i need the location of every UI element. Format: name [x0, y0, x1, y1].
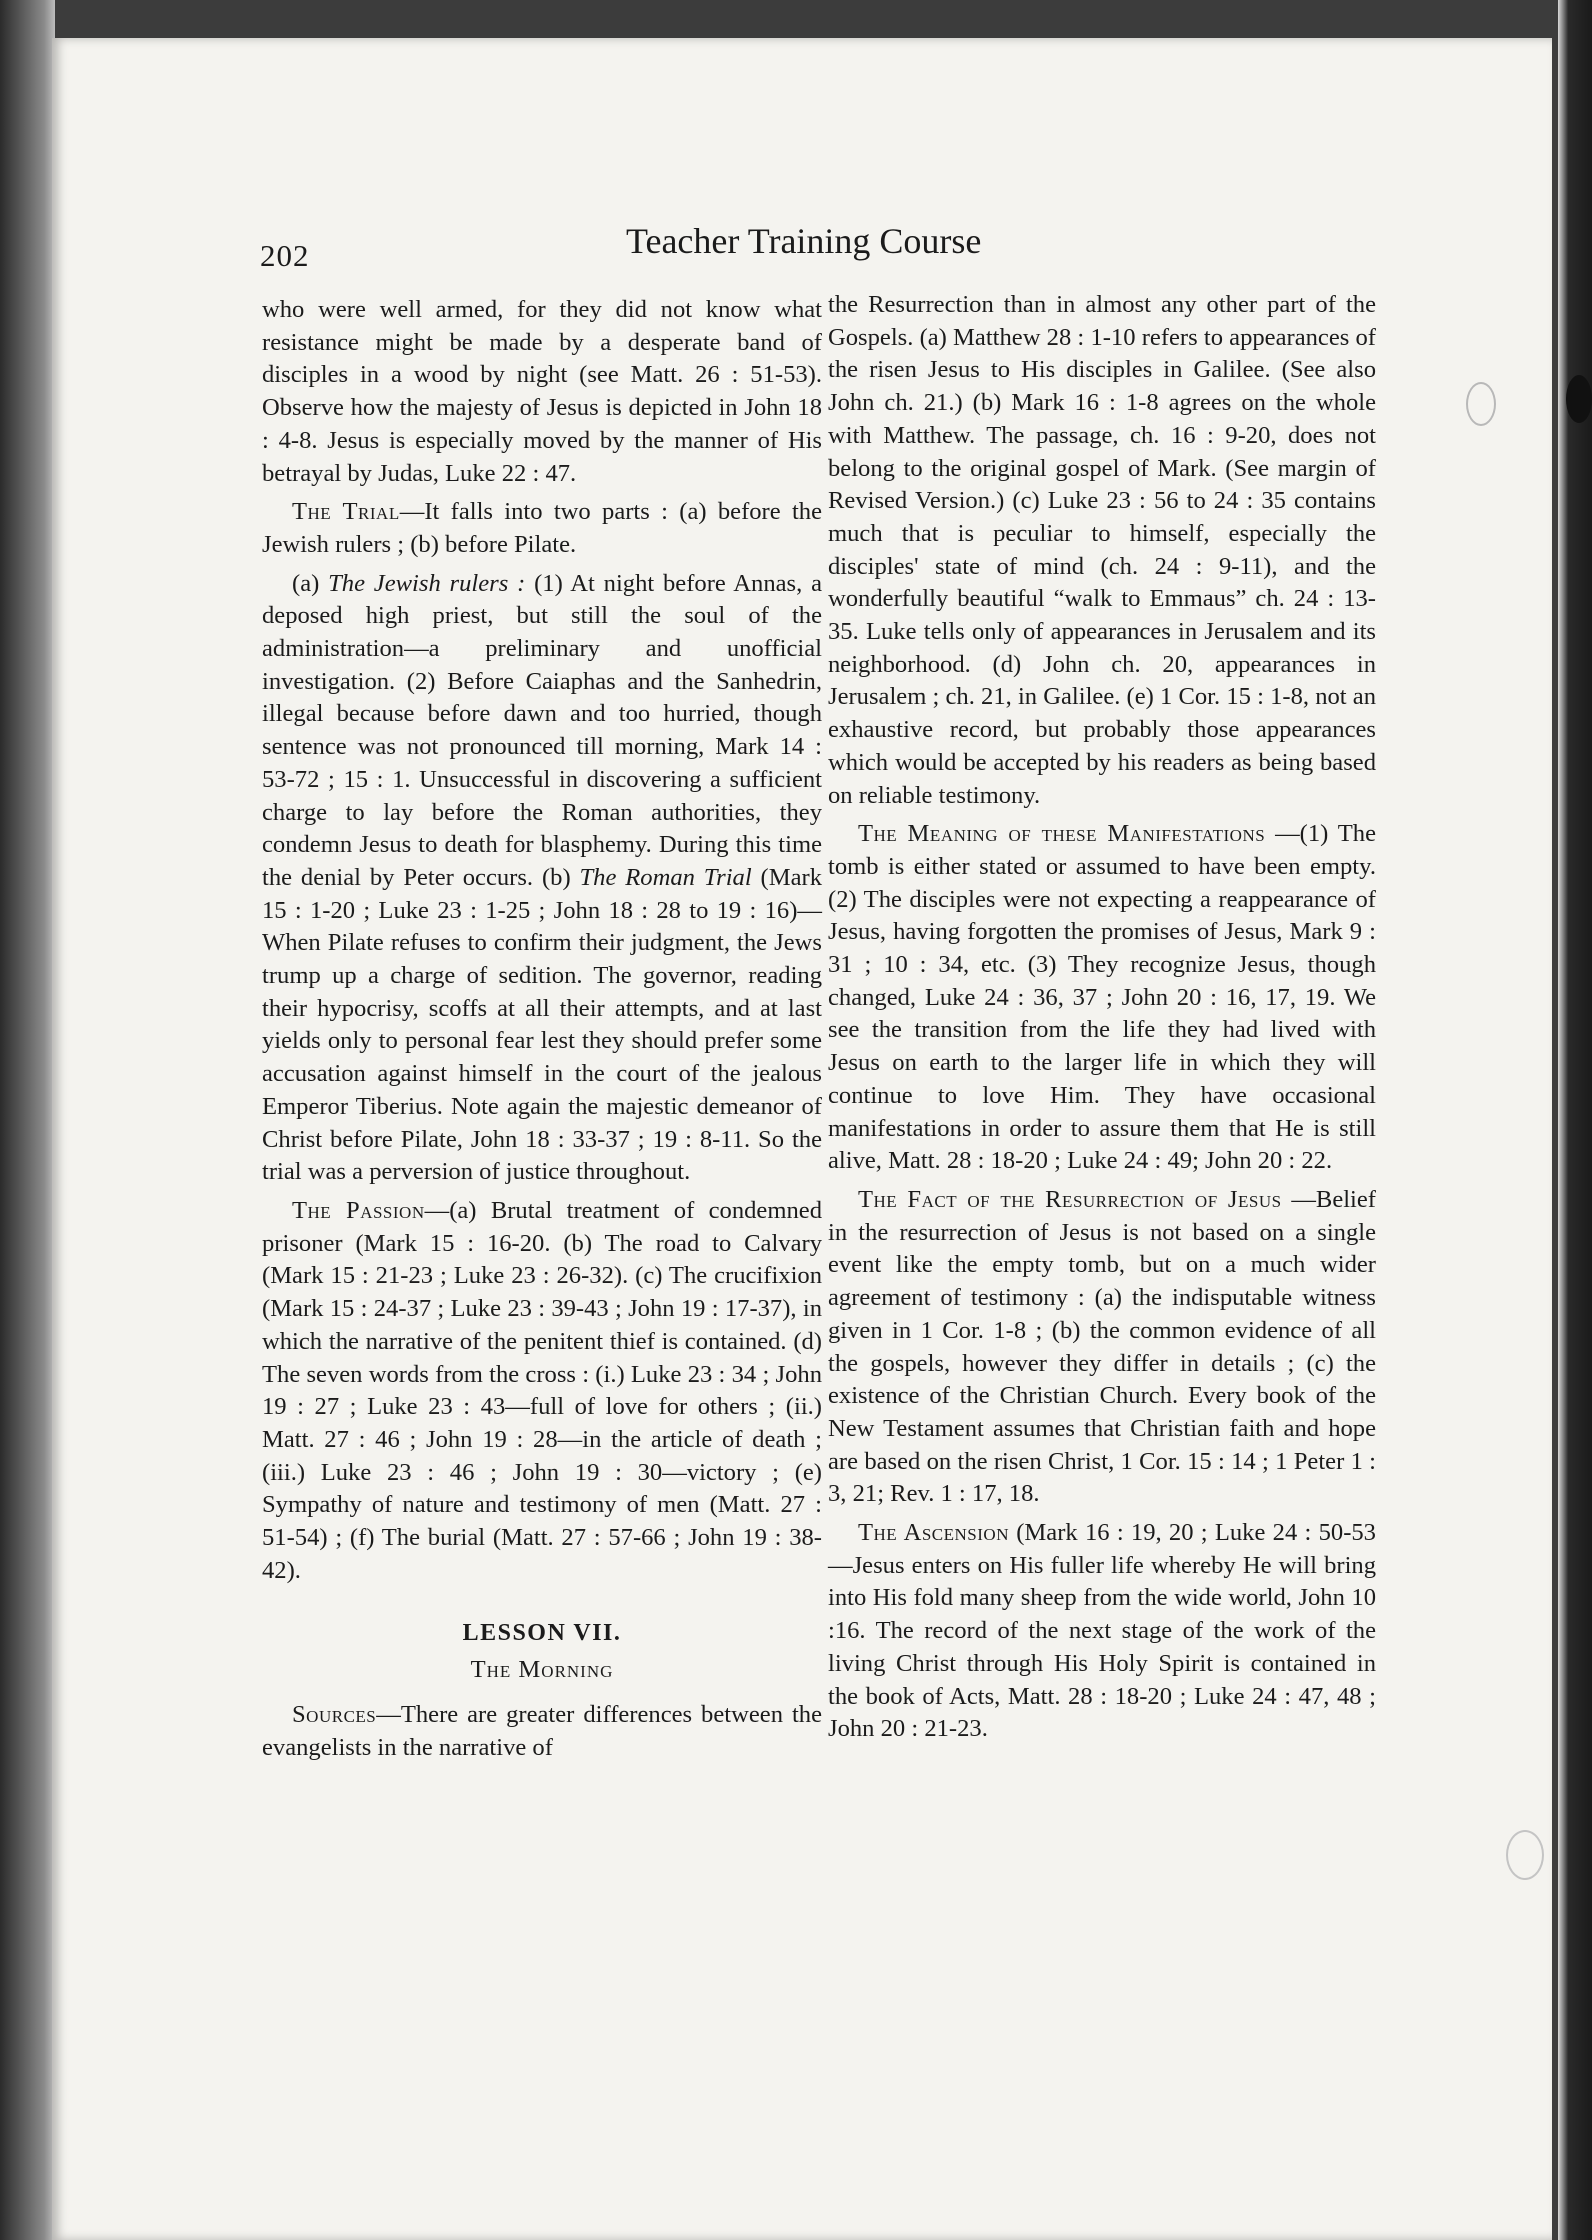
body-text: —Belief in the resurrection of Jesus is not based on a single event like the empty tomb, but on a much wider agreement of testimony : (a) the indisputable witness given in 1 Cor. 1-8 ; (b) the common evidence of all the gospels, however they differ in details ; (c) the existence of the Christian Church. Every book of the New Testament assumes that Christian faith and hope are based on the risen Christ, 1 Cor. 15 : 14 ; 1 Peter 1 : 3, 21; Rev. 1 : 17, 18.: [828, 1185, 1377, 1508]
body-text: the Resurrection than in almost any other part of the Gospels. (a) Matthew 28 : 1-10 refers to appearances of the risen Jesus to His disciples in Galilee. (See also John ch. 21.) (b) Mark 16 : 1-8 agrees on the whole with Matthew. The passage, ch. 16 : 9-20, does not belong to the original gospel of Mark. (See margin of Revised Version.) (c) Luke 23 : 56 to 24 : 35 contains much that is peculiar to himself, especially the disciples' state of mind (ch. 24 : 9-11), and the wonderfully beautiful “walk to Emmaus” ch. 24 : 13-35. Luke tells only of appearances in Jerusalem and its neighborhood. (d) John ch. 20, appearances in Jerusalem ; ch. 21, in Galilee. (e) 1 Cor. 15 : 1-8, not an exhaustive record, but probably those appearances which would be accepted by his readers as being based on reliable testimony.: [828, 291, 1376, 809]
scan-right-edge: [1558, 0, 1592, 2240]
page-number: 202: [260, 238, 310, 273]
italic-term: The Roman Trial: [579, 863, 752, 891]
paragraph: [828, 289, 1376, 812]
body-text: (Mark 16 : 19, 20 ; Luke 24 : 50-53—Jesus enters on His fuller life whereby He will bring into His fold many sheep from the wide world, John 10 :16. The record of the next stage of the work of the living Christ through His Holy Spirit is contained in the book of Acts, Matt. 28 : 18-20 ; Luke 24 : 47, 48 ; John 20 : 21-23.: [828, 1519, 1376, 1743]
page-header: [260, 220, 1410, 273]
paragraph: [262, 496, 822, 561]
lesson-heading: LESSON VII.: [462, 1620, 622, 1647]
scan-left-edge: [0, 0, 55, 2240]
punch-hole-mark: [1566, 375, 1592, 423]
section-lead: The Trial: [292, 498, 400, 526]
paragraph: [262, 294, 822, 490]
section-lead: Sources: [292, 1700, 377, 1728]
section-lead: The Ascension: [858, 1519, 1009, 1547]
body-text: who were well armed, for they did not know what resistance might be made by a desperate band of disciples in a wood by night (see Matt. 26 : 51-53). Observe how the majesty of Jesus is depicted in John 18 : 4-8. Jesus is especially moved by the manner of His betrayal by Judas, Luke 22 : 47.: [262, 296, 822, 487]
left-text-column: [262, 294, 822, 1764]
right-text-column: [828, 289, 1376, 1746]
paragraph: [828, 1184, 1376, 1511]
italic-term: The Jewish rulers :: [328, 569, 526, 597]
running-title: Teacher Training Course: [626, 221, 982, 261]
section-lead: The Meaning of these Manifestations: [858, 820, 1266, 848]
paragraph: [262, 1195, 822, 1587]
paragraph: [828, 1517, 1376, 1746]
punch-hole-ring: [1466, 382, 1496, 426]
punch-hole-ring: [1506, 1830, 1544, 1880]
body-text: —(1) The tomb is either stated or assumed to have been empty. (2) The disciples were not expecting a reappearance of Jesus, having forgotten the promises of Jesus, Mark 9 : 31 ; 10 : 34, etc. (3) They recognize Jesus, though changed, Luke 24 : 36, 37 ; John 20 : 16, 17, 19. We see the transition from the life they had lived with Jesus on earth to the larger life in which they will continue to love Him. They have occasional manifestations in order to assure them that He is still alive, Matt. 28 : 18-20 ; Luke 24 : 49; John 20 : 22.: [828, 820, 1377, 1175]
body-text: (a): [292, 569, 329, 597]
body-text: —There are greater differences between the evangelists in the narrative of: [262, 1700, 822, 1761]
body-text: (1) At night before Annas, a deposed high priest, but still the soul of the administration—a preliminary and unofficial investigation. (2) Before Caiaphas and the Sanhedrin, illegal because before dawn and too hurried, though sentence was not pronounced till morning, Mark 14 : 53-72 ; 15 : 1. Unsuccessful in discovering a sufficient charge to lay before the Roman authorities, they condemn Jesus to death for blasphemy. During this time the denial by Peter occurs. (b): [262, 569, 822, 891]
lesson-subheading: The Morning: [470, 1656, 614, 1684]
section-lead: The Passion: [292, 1196, 425, 1224]
paragraph: [828, 818, 1376, 1178]
body-text: —It falls into two parts : (a) before the Jewish rulers ; (b) before Pilate.: [262, 498, 822, 558]
section-lead: The Fact of the Resurrection of Jesus: [858, 1185, 1282, 1213]
paragraph: [262, 1699, 822, 1764]
paragraph: [262, 568, 822, 1189]
body-text: (Mark 15 : 1-20 ; Luke 23 : 1-25 ; John 18 : 28 to 19 : 16)—When Pilate refuses to confirm their judgment, the Jews trump up a charge of sedition. The governor, reading their hypocrisy, scoffs at all their attempts, and at last yields only to personal fear lest they should prefer some accusation against himself in the court of the jealous Emperor Tiberius. Note again the majestic demeanor of Christ before Pilate, John 18 : 33-37 ; 19 : 8-11. So the trial was a perversion of justice throughout.: [262, 863, 823, 1186]
body-text: —(a) Brutal treatment of condemned prisoner (Mark 15 : 16-20. (b) The road to Calvary (Mark 15 : 21-23 ; Luke 23 : 26-32). (c) The crucifixion (Mark 15 : 24-37 ; Luke 23 : 39-43 ; John 19 : 17-37), in which the narrative of the penitent thief is contained. (d) The seven words from the cross : (i.) Luke 23 : 34 ; John 19 : 27 ; Luke 23 : 43—full of love for others ; (ii.) Matt. 27 : 46 ; John 19 : 28—in the article of death ; (iii.) Luke 23 : 46 ; John 19 : 30—victory ; (e) Sympathy of nature and testimony of men (Matt. 27 : 51-54) ; (f) The burial (Matt. 27 : 57-66 ; John 19 : 38-42).: [262, 1196, 822, 1584]
